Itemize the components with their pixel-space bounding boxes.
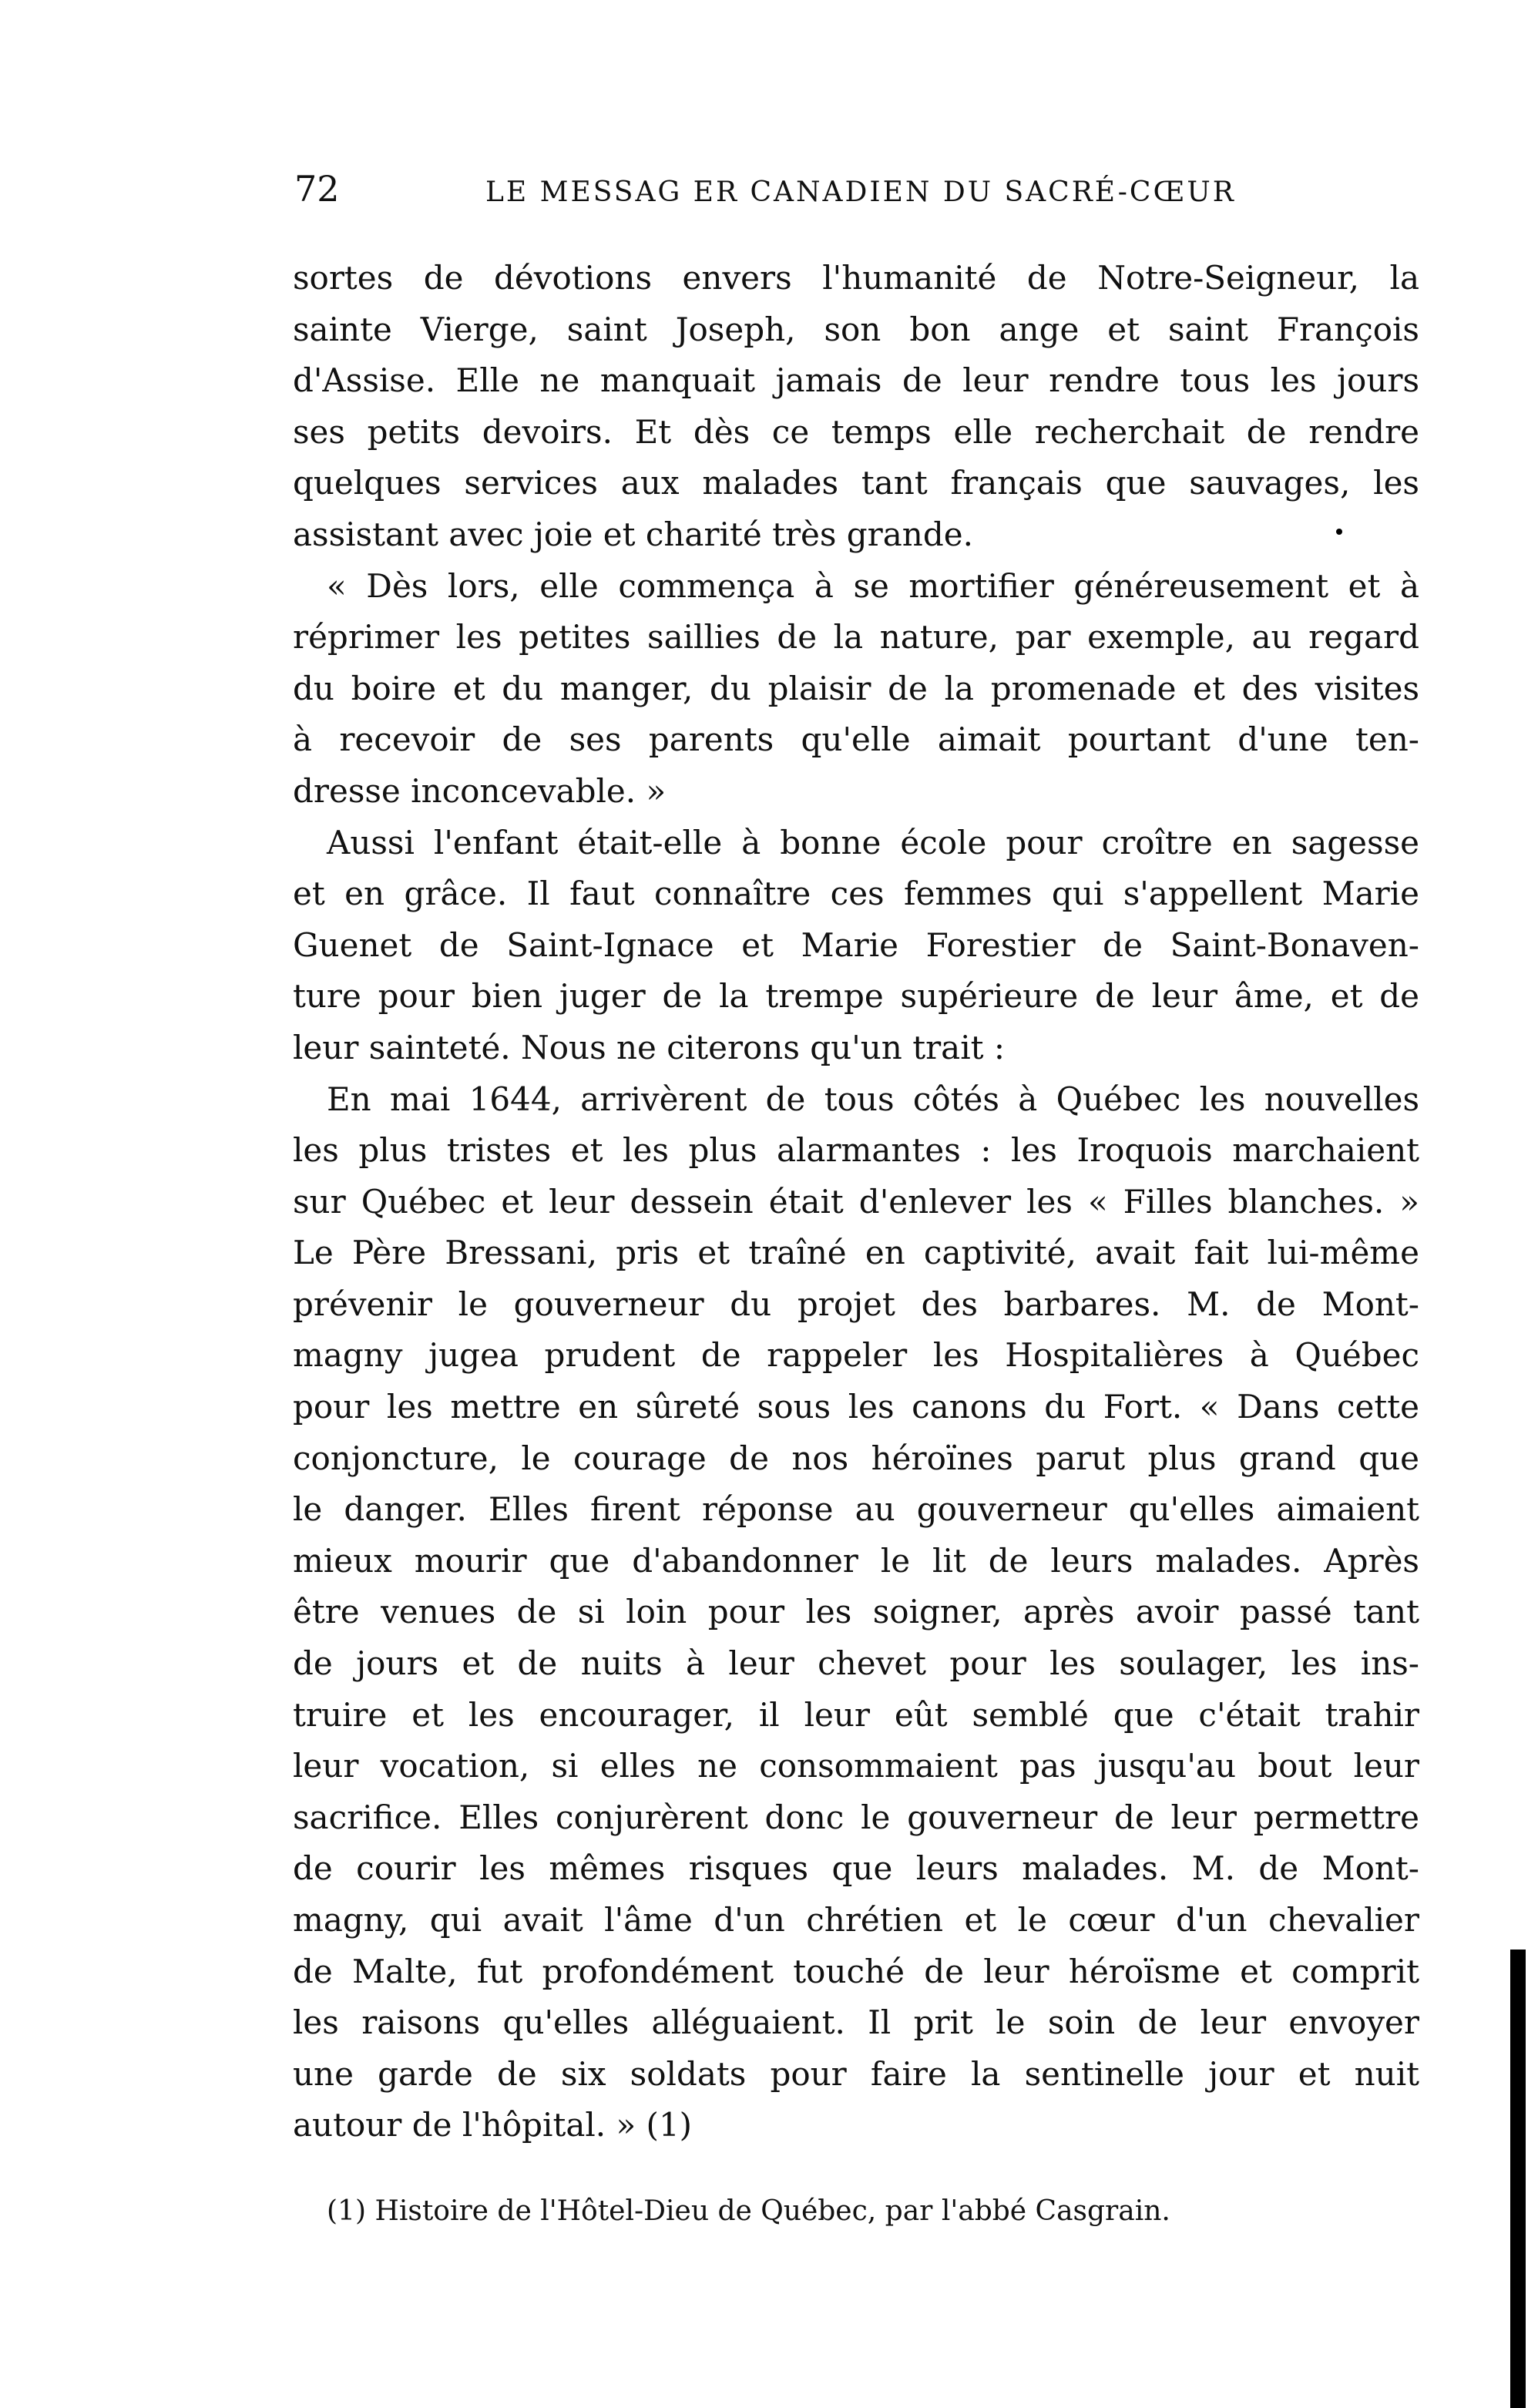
text-line: mieux mourir que d'abandonner le lit de leurs malades. Après — [293, 1541, 1419, 1580]
text-line: les raisons qu'elles alléguaient. Il prit le soin de leur envoyer — [293, 2003, 1419, 2042]
text-line: leur vocation, si elles ne consommaient pas jusqu'au bout leur — [293, 1747, 1419, 1785]
body-text — [293, 253, 1419, 2151]
text-line: et en grâce. Il faut connaître ces femmes qui s'appellent Marie — [293, 875, 1419, 913]
text-line: dresse inconcevable. » — [293, 771, 667, 810]
text-line: le danger. Elles firent réponse au gouverneur qu'elles aimaient — [293, 1490, 1419, 1529]
text-line: réprimer les petites saillies de la nature, par exemple, au regard — [293, 618, 1419, 657]
text-line: les plus tristes et les plus alarmantes : les Iroquois marchaient — [293, 1131, 1419, 1170]
text-line: truire et les encourager, il leur eût semblé que c'était trahir — [293, 1695, 1419, 1734]
text-line: magny, qui avait l'âme d'un chrétien et le cœur d'un chevalier — [293, 1901, 1419, 1939]
text-line: sainte Vierge, saint Joseph, son bon ange et saint François — [293, 310, 1419, 348]
text-line: conjoncture, le courage de nos héroïnes parut plus grand que — [293, 1439, 1419, 1477]
text-line: sacrifice. Elles conjurèrent donc le gouverneur de leur permettre — [293, 1798, 1419, 1836]
text-line: sortes de dévotions envers l'humanité de Notre-Seigneur, la — [293, 259, 1419, 297]
text-line: de Malte, fut profondément touché de leur héroïsme et comprit — [293, 1952, 1419, 1990]
text-line: ses petits devoirs. Et dès ce temps elle recherchait de rendre — [293, 412, 1419, 451]
text-line: ture pour bien juger de la trempe supérieure de leur âme, et de — [293, 977, 1419, 1016]
text-line: pour les mettre en sûreté sous les canons du Fort. « Dans cette — [293, 1388, 1419, 1426]
text-line: magny jugea prudent de rappeler les Hospitalières à Québec — [293, 1336, 1419, 1375]
text-line: En mai 1644, arrivèrent de tous côtés à Québec les nouvelles — [327, 1080, 1419, 1118]
text-line: du boire et du manger, du plaisir de la promenade et des visites — [293, 669, 1419, 707]
page-number: 72 — [294, 168, 340, 210]
text-line: quelques services aux malades tant français que sauvages, les — [293, 464, 1419, 502]
text-line: prévenir le gouverneur du projet des barbares. M. de Mont- — [293, 1285, 1419, 1323]
scan-speck — [1336, 529, 1342, 535]
text-line: d'Assise. Elle ne manquait jamais de leur rendre tous les jours — [293, 361, 1419, 400]
text-line: sur Québec et leur dessein était d'enlever les « Filles blanches. » — [293, 1182, 1419, 1221]
text-line: « Dès lors, elle commença à se mortifier généreusement et à — [327, 566, 1419, 605]
text-line: de courir les mêmes risques que leurs malades. M. de Mont- — [293, 1849, 1419, 1888]
text-line: de jours et de nuits à leur chevet pour les soulager, les ins- — [293, 1644, 1419, 1683]
text-line: Aussi l'enfant était-elle à bonne école pour croître en sagesse — [327, 823, 1419, 861]
text-line: assistant avec joie et charité très grande. — [293, 515, 973, 553]
text-line: une garde de six soldats pour faire la sentinelle jour et nuit — [293, 2054, 1419, 2093]
text-line: autour de l'hôpital. » (1) — [293, 2106, 693, 2144]
text-line: Le Père Bressani, pris et traîné en captivité, avait fait lui-même — [293, 1234, 1419, 1272]
running-head: LE MESSAG ER CANADIEN DU SACRÉ-CŒUR — [485, 176, 1236, 208]
scan-edge-bar — [1510, 1950, 1526, 2408]
text-line: leur sainteté. Nous ne citerons qu'un trait : — [293, 1028, 1005, 1066]
footnote: (1) Histoire de l'Hôtel-Dieu de Québec, par l'abbé Casgrain. — [327, 2195, 1170, 2227]
text-line: Guenet de Saint-Ignace et Marie Forestier de Saint-Bonaven- — [293, 925, 1419, 964]
text-line: à recevoir de ses parents qu'elle aimait pourtant d'une ten- — [293, 720, 1419, 759]
text-line: être venues de si loin pour les soigner, après avoir passé tant — [293, 1593, 1419, 1631]
